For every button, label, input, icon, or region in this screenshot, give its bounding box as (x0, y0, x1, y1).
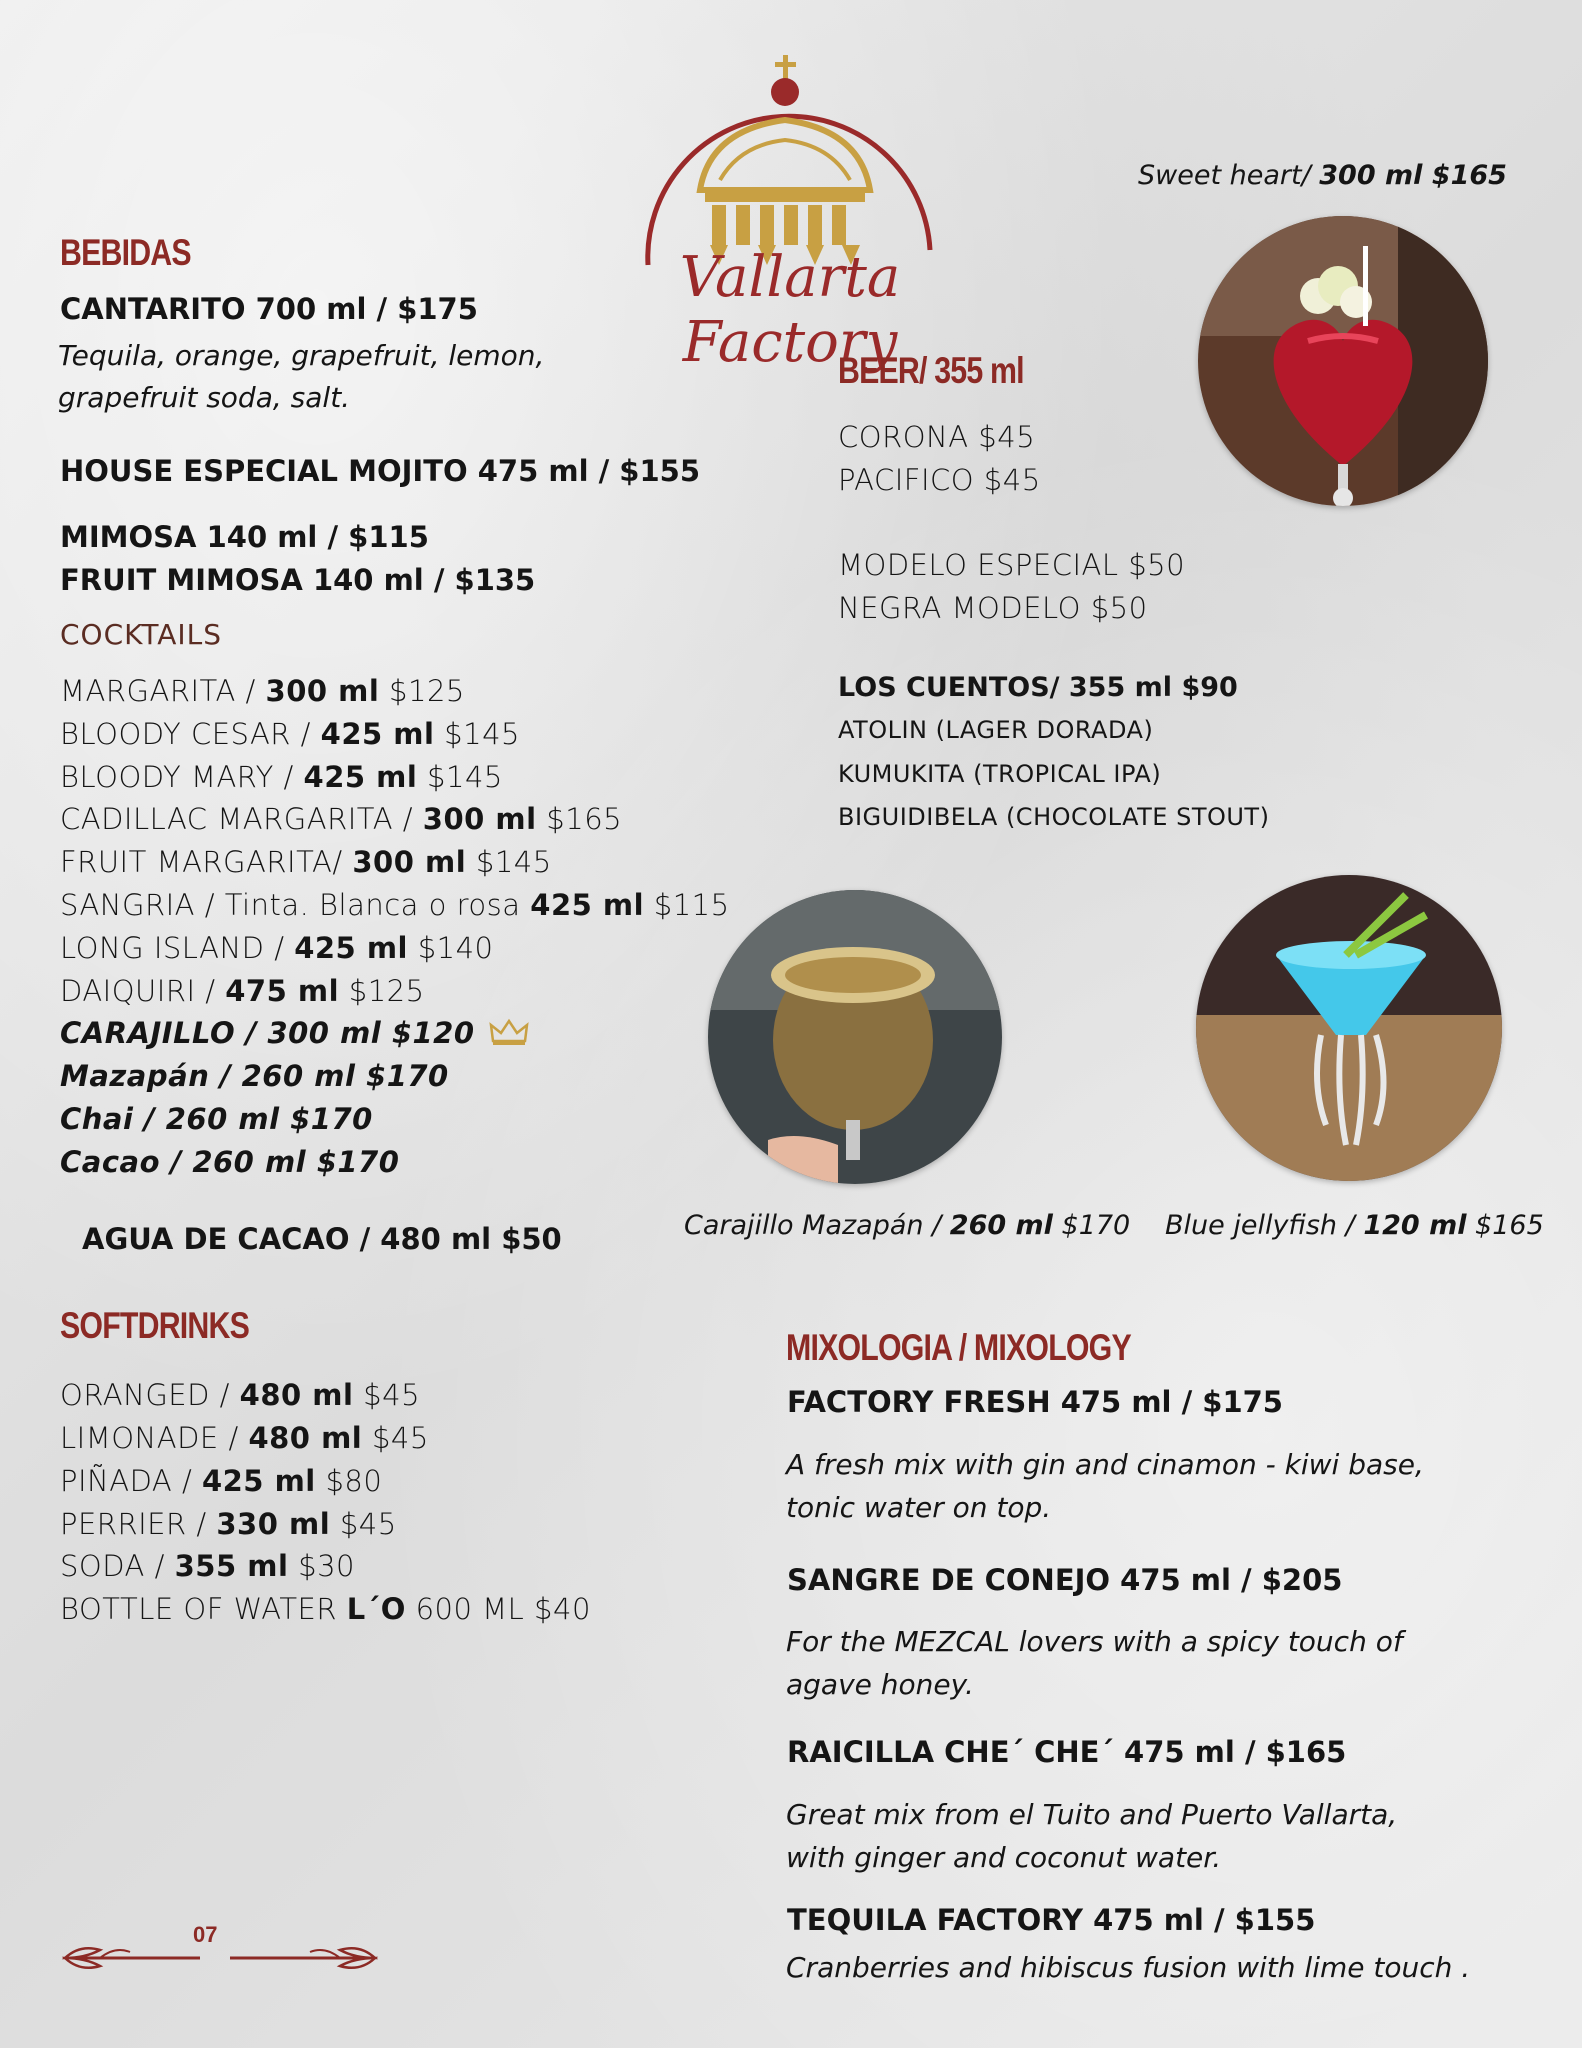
cocktails-heading: COCKTAILS (60, 618, 223, 651)
mojito-item: HOUSE ESPECIAL MOJITO 475 ml / $155 (60, 454, 701, 488)
chai-item: Chai / 260 ml $170 (60, 1102, 373, 1136)
sweet-heart-caption: Sweet heart/ 300 ml $165 (1138, 160, 1507, 191)
mixology-heading: MIXOLOGIA / MIXOLOGY (786, 1327, 1131, 1368)
mixology-item-title: TEQUILA FACTORY 475 ml / $155 (787, 1903, 1316, 1937)
blue-jellyfish-caption: Blue jellyfish / 120 ml $165 (1165, 1210, 1544, 1241)
carajillo-item: CARAJILLO / 300 ml $120 (60, 1016, 529, 1050)
softdrink-item: SODA / 355 ml $30 (60, 1549, 355, 1583)
carajillo-glass-icon (708, 890, 1002, 1184)
cantarito-desc-1: Tequila, orange, grapefruit, lemon, (58, 339, 545, 372)
softdrinks-heading: SOFTDRINKS (60, 1305, 250, 1346)
softdrink-item: PIÑADA / 425 ml $80 (60, 1464, 383, 1498)
cocktail-item: BLOODY MARY / 425 ml $145 (60, 760, 503, 794)
mixology-item-desc: with ginger and coconut water. (786, 1841, 1222, 1874)
beer-heading: BEER/ 355 ml (838, 350, 1024, 391)
mixology-item-title: FACTORY FRESH 475 ml / $175 (787, 1385, 1283, 1419)
mixology-item-desc: tonic water on top. (786, 1491, 1052, 1524)
beer-item: CORONA $45 (838, 420, 1036, 454)
crown-icon (489, 1017, 529, 1047)
mixology-item-desc: A fresh mix with gin and cinamon - kiwi base, (786, 1448, 1424, 1481)
mixology-item-desc: For the MEZCAL lovers with a spicy touch of (786, 1625, 1403, 1658)
cantarito-desc-2: grapefruit soda, salt. (58, 381, 351, 414)
mixology-item-title: RAICILLA CHE´ CHE´ 475 ml / $165 (787, 1735, 1347, 1769)
cocktail-item: LONG ISLAND / 425 ml $140 (60, 931, 494, 965)
carajillo-caption: Carajillo Mazapán / 260 ml $170 (684, 1210, 1131, 1241)
cocktail-item: CADILLAC MARGARITA / 300 ml $165 (60, 802, 623, 836)
cuentos-item: ATOLIN (LAGER DORADA) (838, 716, 1154, 744)
mixology-item-desc: Great mix from el Tuito and Puerto Vallarta, (786, 1798, 1398, 1831)
beer-item: NEGRA MODELO $50 (838, 591, 1148, 625)
cocktail-item: FRUIT MARGARITA/ 300 ml $145 (60, 845, 552, 879)
cantarito-item: CANTARITO 700 ml / $175 (60, 292, 478, 326)
mixology-item-desc: agave honey. (786, 1668, 974, 1701)
fruit-mimosa-item: FRUIT MIMOSA 140 ml / $135 (60, 563, 536, 597)
cuentos-item: BIGUIDIBELA (CHOCOLATE STOUT) (838, 803, 1270, 831)
jellyfish-glass-icon (1196, 875, 1502, 1181)
beer-item: MODELO ESPECIAL $50 (838, 548, 1186, 582)
leaf-divider-icon (60, 1920, 380, 1980)
mazapan-item: Mazapán / 260 ml $170 (60, 1059, 449, 1093)
carajillo-photo (708, 890, 1002, 1184)
beer-item: PACIFICO $45 (838, 463, 1041, 497)
softdrink-item: LIMONADE / 480 ml $45 (60, 1421, 429, 1455)
page-number: 07 (193, 1922, 218, 1947)
cocktail-item: MARGARITA / 300 ml $125 (60, 674, 465, 708)
mixology-item-desc: Cranberries and hibiscus fusion with lime touch . (786, 1951, 1471, 1984)
softdrink-item: ORANGED / 480 ml $45 (60, 1378, 421, 1412)
cacao-item: Cacao / 260 ml $170 (60, 1145, 400, 1179)
heart-cocktail-icon (1198, 216, 1488, 506)
cocktail-item: DAIQUIRI / 475 ml $125 (60, 974, 425, 1008)
los-cuentos-title: LOS CUENTOS/ 355 ml $90 (838, 672, 1238, 703)
cocktail-item: BLOODY CESAR / 425 ml $145 (60, 717, 520, 751)
agua-de-cacao-item: AGUA DE CACAO / 480 ml $50 (82, 1222, 562, 1256)
logo-text: Vallarta Factory (679, 245, 901, 375)
mimosa-item: MIMOSA 140 ml / $115 (60, 520, 429, 554)
blue-jellyfish-photo (1196, 875, 1502, 1181)
bebidas-heading: BEBIDAS (60, 232, 191, 273)
cuentos-item: KUMUKITA (TROPICAL IPA) (838, 760, 1162, 788)
softdrink-item: BOTTLE OF WATER L´O 600 ML $40 (60, 1592, 591, 1626)
mixology-item-title: SANGRE DE CONEJO 475 ml / $205 (787, 1563, 1343, 1597)
cocktail-item: SANGRIA / Tinta. Blanca o rosa 425 ml $115 (60, 888, 730, 922)
page-footer-ornament (60, 1920, 380, 1980)
sweet-heart-photo (1198, 216, 1488, 506)
softdrink-item: PERRIER / 330 ml $45 (60, 1507, 397, 1541)
